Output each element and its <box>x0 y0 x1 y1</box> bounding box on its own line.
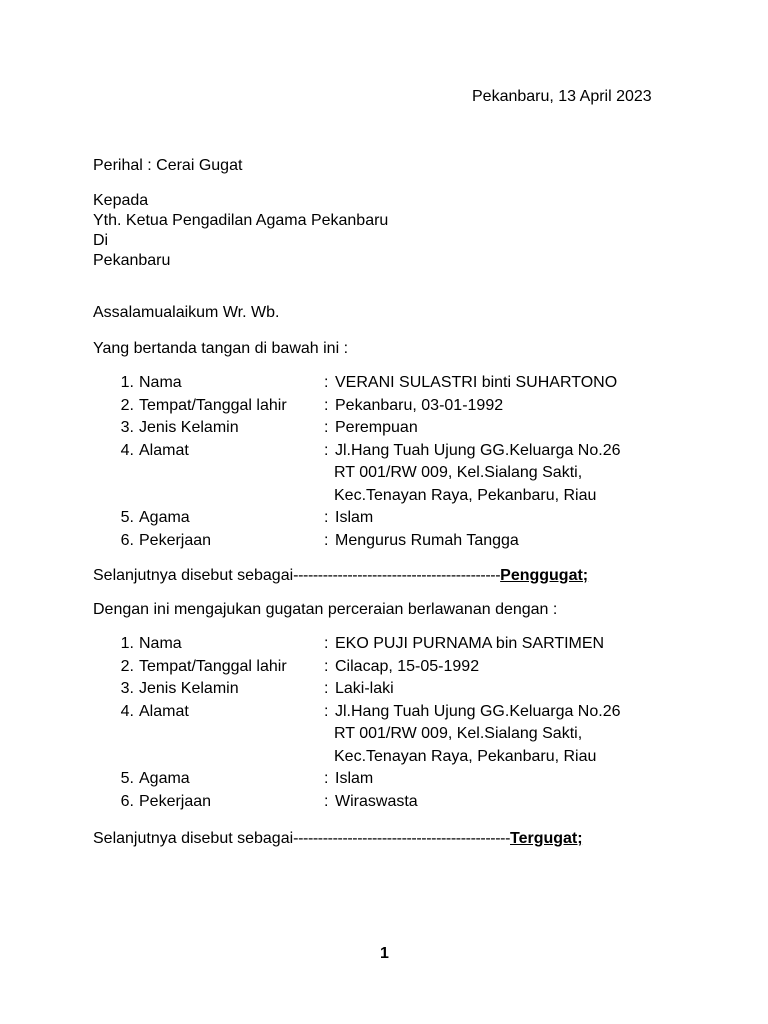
list-item <box>116 373 716 396</box>
item-label: Tempat/Tanggal lahir <box>139 396 287 414</box>
colon: : <box>324 509 329 526</box>
list-item <box>116 634 716 657</box>
item-number: 5. <box>120 509 134 526</box>
address-continuation <box>116 747 716 770</box>
plaintiff-identity-list <box>116 373 716 553</box>
item-value: Mengurus Rumah Tangga <box>335 531 519 549</box>
item-number: 1. <box>120 635 134 652</box>
item-label: Tempat/Tanggal lahir <box>139 657 287 675</box>
defendant-designation <box>93 829 583 849</box>
designation-prefix: Selanjutnya disebut sebagai <box>93 830 294 847</box>
colon: : <box>324 441 329 459</box>
item-value: VERANI SULASTRI binti SUHARTONO <box>335 374 618 391</box>
item-label: Agama <box>139 770 190 787</box>
colon: : <box>324 657 329 675</box>
recipient-block <box>93 191 388 271</box>
item-number: 4. <box>120 441 134 459</box>
item-value: Pekanbaru, 03-01-1992 <box>335 396 504 414</box>
colon: : <box>324 770 329 787</box>
plaintiff-designation <box>93 566 588 586</box>
item-label: Jenis Kelamin <box>139 419 239 436</box>
defendant-identity-list <box>116 634 716 814</box>
item-number: 6. <box>120 792 134 810</box>
item-value: Perempuan <box>335 419 418 436</box>
colon: : <box>324 792 329 810</box>
list-item <box>116 441 716 464</box>
address-continuation <box>116 463 716 486</box>
colon: : <box>324 396 329 414</box>
colon: : <box>324 419 329 436</box>
recipient-line: Di <box>93 232 109 249</box>
item-value: Cilacap, 15-05-1992 <box>335 657 480 675</box>
recipient-line: Yth. Ketua Pengadilan Agama Pekanbaru <box>93 212 389 229</box>
item-label: Nama <box>139 635 182 652</box>
list-item <box>116 508 716 531</box>
item-value: Wiraswasta <box>335 792 418 810</box>
address-line: RT 001/RW 009, Kel.Sialang Sakti, <box>334 725 583 742</box>
item-label: Alamat <box>139 702 189 720</box>
recipient-line: Kepada <box>93 192 149 209</box>
filing-statement: Dengan ini mengajukan gugatan perceraian berlawanan dengan : <box>93 601 558 618</box>
colon: : <box>324 635 329 652</box>
item-value: EKO PUJI PURNAMA bin SARTIMEN <box>335 635 605 652</box>
address-line: Kec.Tenayan Raya, Pekanbaru, Riau <box>334 747 597 765</box>
address-line: Kec.Tenayan Raya, Pekanbaru, Riau <box>334 486 597 504</box>
item-number: 4. <box>120 702 134 720</box>
item-number: 1. <box>120 374 134 391</box>
item-value: Islam <box>335 770 374 787</box>
item-number: 3. <box>120 419 134 436</box>
recipient-line: Pekanbaru <box>93 252 171 269</box>
list-item <box>116 657 716 680</box>
place-date: Pekanbaru, 13 April 2023 <box>472 88 652 105</box>
item-number: 6. <box>120 531 134 549</box>
item-label: Alamat <box>139 441 189 459</box>
designation-dashes: ------------------------------------------ <box>293 567 501 584</box>
designation-prefix: Selanjutnya disebut sebagai <box>93 567 294 584</box>
item-label: Jenis Kelamin <box>139 680 239 697</box>
item-label: Agama <box>139 509 190 526</box>
intro-line: Yang bertanda tangan di bawah ini : <box>93 340 349 357</box>
item-label: Pekerjaan <box>139 792 212 810</box>
item-value: Jl.Hang Tuah Ujung GG.Keluarga No.26 <box>335 702 621 720</box>
item-value: Jl.Hang Tuah Ujung GG.Keluarga No.26 <box>335 441 621 459</box>
item-label: Nama <box>139 374 182 391</box>
item-number: 2. <box>120 657 134 675</box>
list-item <box>116 396 716 419</box>
colon: : <box>324 374 329 391</box>
item-number: 3. <box>120 680 134 697</box>
address-continuation <box>116 724 716 747</box>
address-continuation <box>116 486 716 509</box>
designation-dashes: -------------------------------------------- <box>293 830 510 847</box>
list-item <box>116 792 716 815</box>
item-value: Laki-laki <box>335 680 394 697</box>
colon: : <box>324 680 329 697</box>
address-line: RT 001/RW 009, Kel.Sialang Sakti, <box>334 464 583 481</box>
item-number: 5. <box>120 770 134 787</box>
colon: : <box>324 531 329 549</box>
list-item <box>116 531 716 554</box>
item-number: 2. <box>120 396 134 414</box>
subject-line: Perihal : Cerai Gugat <box>93 157 243 174</box>
item-value: Islam <box>335 509 374 526</box>
list-item <box>116 769 716 792</box>
colon: : <box>324 702 329 720</box>
list-item <box>116 418 716 441</box>
plaintiff-role: Penggugat; <box>500 567 589 584</box>
item-label: Pekerjaan <box>139 531 212 549</box>
list-item <box>116 679 716 702</box>
defendant-role: Tergugat; <box>510 830 583 847</box>
greeting: Assalamualaikum Wr. Wb. <box>93 304 280 321</box>
page-number: 1 <box>380 945 389 962</box>
list-item <box>116 702 716 725</box>
